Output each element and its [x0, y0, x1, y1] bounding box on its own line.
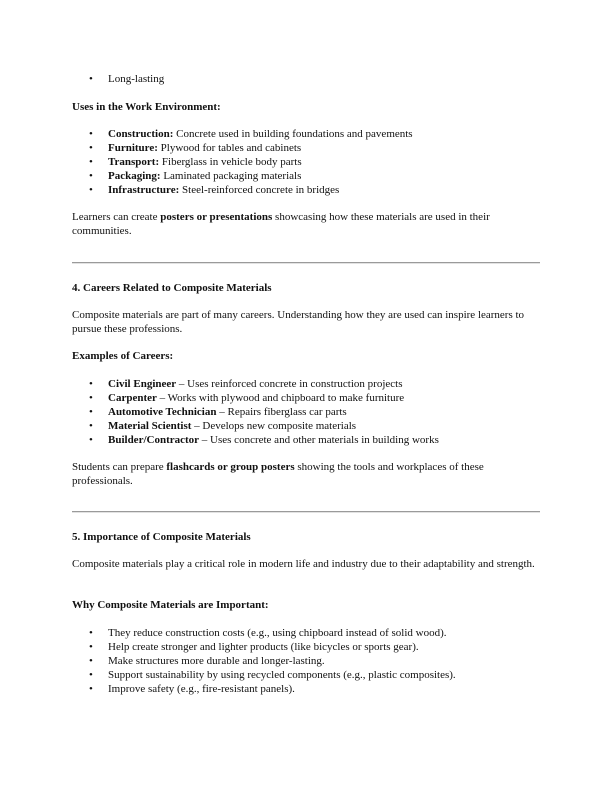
uses-list: [72, 127, 540, 197]
section-4-heading: 4. Careers Related to Composite Materials: [72, 282, 272, 294]
bullet-icon: •: [89, 655, 93, 667]
list-item: • Automotive Technician – Repairs fiberglass car parts: [89, 406, 347, 418]
importance-list: [72, 626, 540, 696]
list-item: • Builder/Contractor – Uses concrete and other materials in building works: [89, 434, 439, 446]
bullet-icon: •: [89, 128, 93, 140]
bullet-icon: •: [89, 378, 93, 390]
bullet-icon: •: [89, 406, 93, 418]
bullet-icon: •: [89, 392, 93, 404]
list-item: • Civil Engineer – Uses reinforced concrete in construction projects: [89, 378, 403, 390]
bullet-icon: •: [89, 170, 93, 182]
list-item: • Carpenter – Works with plywood and chipboard to make furniture: [89, 392, 405, 404]
careers-subheading: Examples of Careers:: [72, 350, 174, 362]
list-item: • Construction: Concrete used in building foundations and pavements: [89, 128, 413, 140]
uses-activity-paragraph: Learners can create posters or presentations showcasing how these materials are used in their communities.: [72, 211, 490, 237]
list-item: • Infrastructure: Steel-reinforced concrete in bridges: [89, 184, 340, 196]
list-item: • Packaging: Laminated packaging materials: [89, 170, 302, 182]
horizontal-rule: [72, 511, 540, 513]
list-item: • Furniture: Plywood for tables and cabinets: [89, 142, 302, 154]
bullet-icon: •: [89, 73, 93, 85]
horizontal-rule: [72, 262, 540, 264]
list-item: • Material Scientist – Develops new composite materials: [89, 420, 357, 432]
list-item: • Support sustainability by using recycled components (e.g., plastic composites).: [89, 669, 456, 681]
bullet-icon: •: [89, 627, 93, 639]
list-item: • Make structures more durable and longer-lasting.: [89, 655, 325, 667]
section-5-intro: Composite materials play a critical role in modern life and industry due to their adaptability and strength.: [72, 558, 535, 570]
bullet-icon: •: [89, 156, 93, 168]
bullet-icon: •: [89, 683, 93, 695]
bullet-icon: •: [89, 420, 93, 432]
list-item: • Improve safety (e.g., fire-resistant panels).: [89, 683, 295, 695]
bullet-icon: •: [89, 669, 93, 681]
list-item: • Help create stronger and lighter products (like bicycles or sports gear).: [89, 641, 419, 653]
bullet-icon: •: [89, 184, 93, 196]
careers-list: [72, 377, 540, 447]
list-item: • Long-lasting: [89, 73, 165, 85]
list-item: • Transport: Fiberglass in vehicle body parts: [89, 156, 302, 168]
bullet-icon: •: [89, 434, 93, 446]
bullet-icon: •: [89, 641, 93, 653]
properties-list: [72, 72, 540, 86]
section-4-activity-paragraph: Students can prepare flashcards or group posters showing the tools and workplaces of these professionals.: [72, 461, 484, 487]
importance-subheading: Why Composite Materials are Important:: [72, 599, 269, 611]
section-5-heading: 5. Importance of Composite Materials: [72, 531, 251, 543]
section-4-intro: Composite materials are part of many careers. Understanding how they are used can inspire learners to pursue these professions.: [72, 309, 525, 335]
list-item: • They reduce construction costs (e.g., using chipboard instead of solid wood).: [89, 627, 447, 639]
uses-heading: Uses in the Work Environment:: [72, 101, 221, 113]
bullet-icon: •: [89, 142, 93, 154]
